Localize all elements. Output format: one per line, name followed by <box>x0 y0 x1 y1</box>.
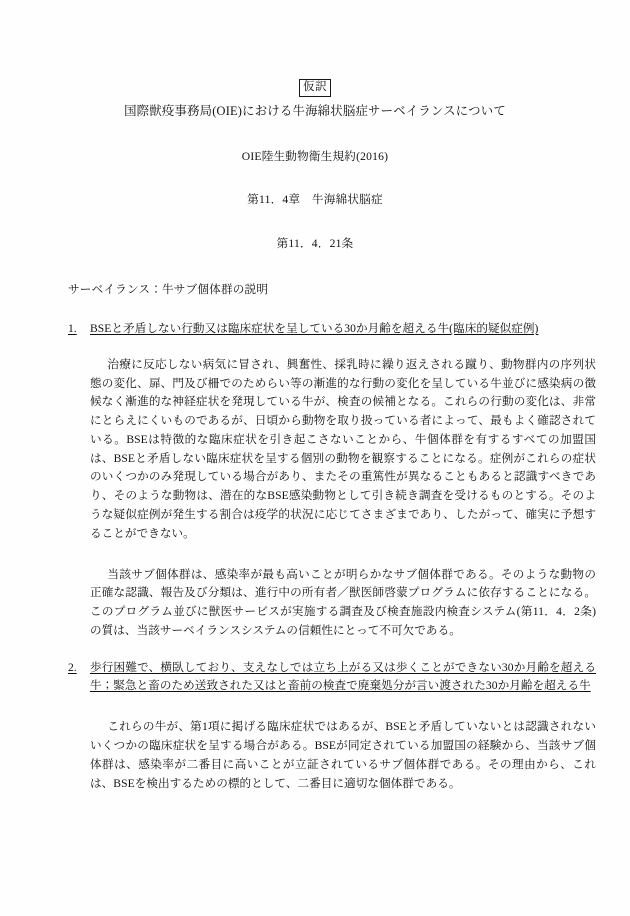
document-body <box>0 281 630 794</box>
list-item <box>68 659 596 697</box>
page-title: 国際獣疫事務局(OIE)における牛海綿状脳症サーベイランスについて <box>124 104 506 119</box>
chapter-heading: 第11．4章 牛海綿状脳症 <box>247 192 383 206</box>
provisional-translation-stamp: 仮訳 <box>299 79 331 97</box>
article-heading: 第11．4．21条 <box>276 236 354 250</box>
list-item-number: 2. <box>68 660 77 674</box>
body-paragraph: 治療に反応しない病気に冒され、興奮性、採乳時に繰り返えされる蹴り、動物群内の序列状態の変化、扉、門及び柵でのためらい等の漸進的な行動の変化を呈している牛並びに感染病の徴候なく漸進的な神経症状を発現している牛が、検査の候補となる。これらの行動の変化は、非常にとらえにくいものであるが、日頃から動物を取り扱っている者によって、最もよく確認されている。BSEは特徴的な臨床症状を引き起こさないことから、牛個体群を有するすべての加盟国は、BSEと矛盾しない臨床症状を呈する個別の動物を観察することになる。症例がこれらの症状のいくつかのみ発現している場合があり、またその重篤性が異なることもあると認識すべきであり、そのような動物は、潜在的なBSE感染動物として引き続き調査を受けるものとする。そのような疑似症例が発生する割合は疫学的状況に応じてさまざまであり、したがって、確実に予想することができない。 <box>90 357 596 540</box>
section-label: サーベイランス：牛サブ個体群の説明 <box>68 282 269 296</box>
code-subtitle: OIE陸生動物衛生規約(2016) <box>241 149 389 163</box>
document-header <box>0 0 630 251</box>
provisional-translation-stamp-wrap <box>0 78 630 97</box>
body-paragraph: これらの牛が、第1項に掲げる臨床症状ではあるが、BSEと矛盾していないとは認識されないいくつかの臨床症状を呈する場合がある。BSEが同定されている加盟国の経験から、当該サブ個体群は、感染率が二番目に高いことが立証されているサブ個体群である。その理由から、これは、BSEを検出するための標的として、二番目に適切な個体群である。 <box>90 720 596 790</box>
list-item-heading: 歩行困難で、横臥しており、支えなしでは立ち上がる又は歩くことができない30か月齢を超える牛；緊急と畜のため送致された又はと畜前の検査で廃棄処分が言い渡された30か月齢を超える牛 <box>90 660 596 693</box>
list-item-number: 1. <box>68 321 77 335</box>
list-item-heading: BSEと矛盾しない行動又は臨床症状を呈している30か月齢を超える牛(臨床的疑似症例) <box>90 321 539 335</box>
list-item <box>68 320 596 339</box>
body-paragraph: 当該サブ個体群は、感染率が最も高いことが明らかなサブ個体群である。そのような動物の正確な認識、報告及び分類は、進行中の所有者／獣医師啓蒙プログラムに依存することになる。このプログラム並びに獣医サービスが実施する調査及び検査施設内検査システム(第11．4．2条)の質は、当該サーベイランスシステムの信頼性にとって不可欠である。 <box>90 567 596 637</box>
